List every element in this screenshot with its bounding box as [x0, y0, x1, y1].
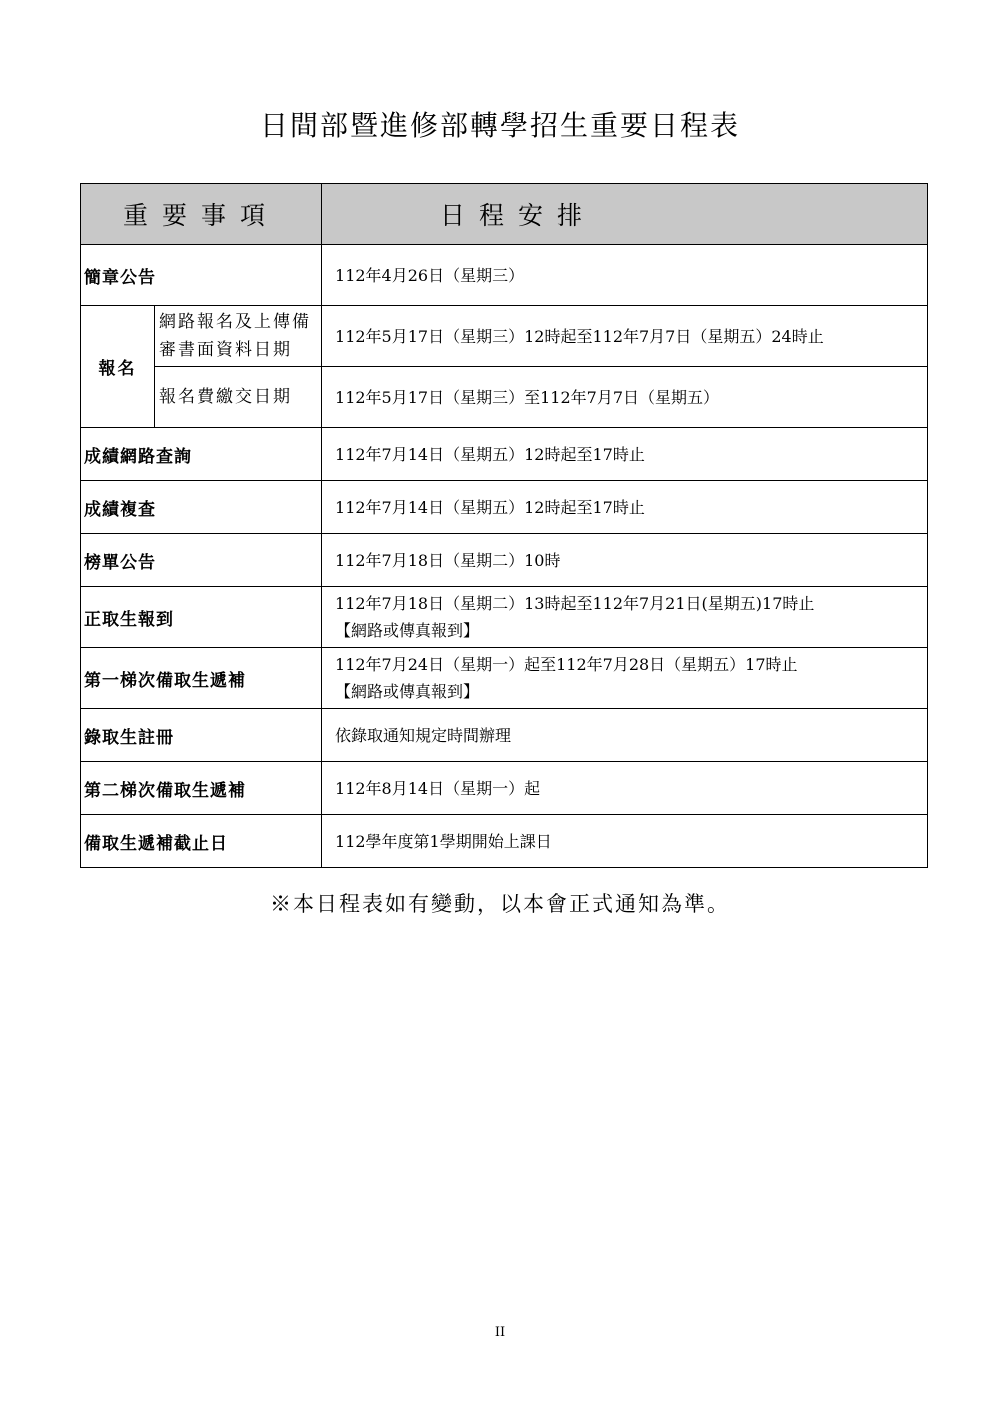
row-label: 簡章公告 — [81, 245, 322, 306]
schedule-table — [80, 183, 928, 868]
table-row — [81, 815, 928, 868]
page-title: 日間部暨進修部轉學招生重要日程表 — [259, 109, 740, 142]
row-label: 備取生遞補截止日 — [81, 815, 322, 868]
row-label: 第一梯次備取生遞補 — [81, 648, 322, 709]
group-label: 報名 — [81, 306, 155, 428]
row-value: 依錄取通知規定時間辦理 — [322, 709, 928, 762]
row-value-cell — [322, 648, 928, 709]
header-item: 重要事項 — [81, 184, 322, 245]
table-row — [81, 481, 928, 534]
table-row — [81, 648, 928, 709]
row-value: 112年5月17日（星期三）至112年7月7日（星期五） — [322, 367, 928, 428]
row-value: 112年7月18日（星期二）10時 — [322, 534, 928, 587]
row-label: 第二梯次備取生遞補 — [81, 762, 322, 815]
row-label: 成績複查 — [81, 481, 322, 534]
table-row — [81, 367, 928, 428]
row-label: 錄取生註冊 — [81, 709, 322, 762]
row-label: 正取生報到 — [81, 587, 322, 648]
row-value: 112年4月26日（星期三） — [322, 245, 928, 306]
row-value: 112年8月14日（星期一）起 — [322, 762, 928, 815]
row-sublabel: 報名費繳交日期 — [155, 367, 322, 428]
page-number: II — [494, 1325, 506, 1340]
row-label: 榜單公告 — [81, 534, 322, 587]
header-row — [81, 184, 928, 245]
header-schedule: 日程安排 — [322, 184, 928, 245]
table-row — [81, 587, 928, 648]
row-value-cell — [322, 587, 928, 648]
row-value: 112年7月14日（星期五）12時起至17時止 — [322, 428, 928, 481]
row-value: 112年7月14日（星期五）12時起至17時止 — [322, 481, 928, 534]
row-note: 【網路或傳真報到】 — [335, 682, 480, 701]
table-row — [81, 709, 928, 762]
row-sublabel: 網路報名及上傳備審書面資料日期 — [155, 306, 322, 367]
table-row — [81, 245, 928, 306]
row-value: 112學年度第1學期開始上課日 — [322, 815, 928, 868]
row-label: 成績網路查詢 — [81, 428, 322, 481]
row-value: 112年7月18日（星期二）13時起至112年7月21日(星期五)17時止 — [335, 594, 815, 613]
row-value: 112年5月17日（星期三）12時起至112年7月7日（星期五）24時止 — [322, 306, 928, 367]
row-note: 【網路或傳真報到】 — [335, 621, 480, 640]
table-row — [81, 306, 928, 367]
row-value: 112年7月24日（星期一）起至112年7月28日（星期五）17時止 — [335, 655, 798, 674]
table-row — [81, 762, 928, 815]
table-row — [81, 534, 928, 587]
table-row — [81, 428, 928, 481]
footnote: ※本日程表如有變動，以本會正式通知為準。 — [270, 892, 730, 916]
